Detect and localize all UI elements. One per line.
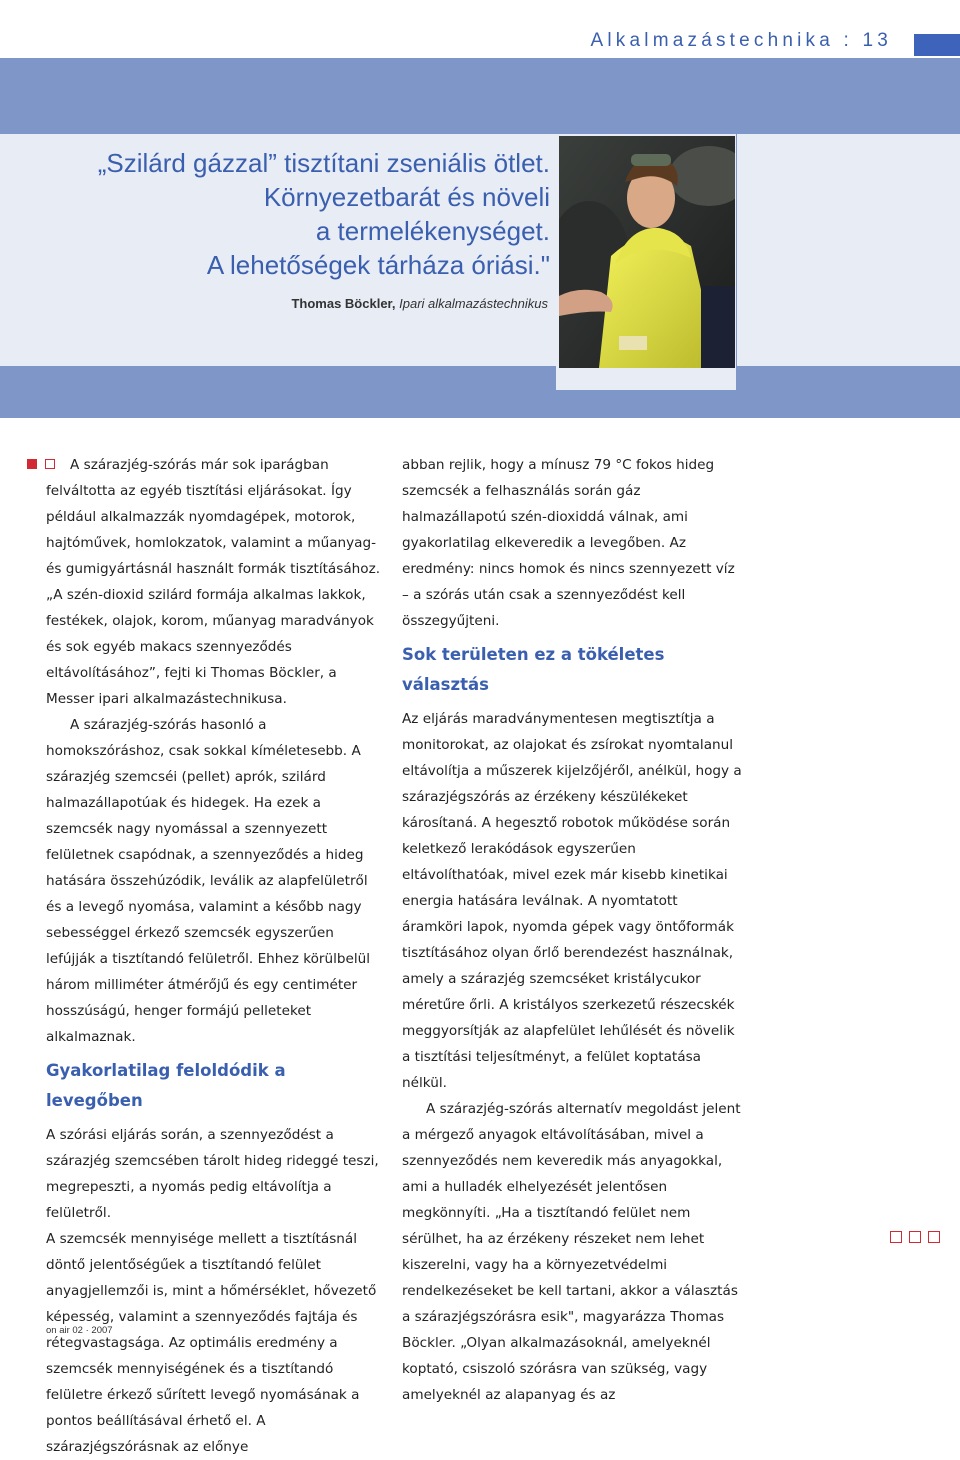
left-column bbox=[46, 452, 386, 1460]
hero-band-bottom bbox=[0, 366, 960, 418]
quote-line: A lehetőségek tárháza óriási." bbox=[206, 250, 550, 280]
paragraph bbox=[46, 452, 386, 712]
hero-band-top bbox=[0, 58, 960, 134]
section-title: Alkalmazástechnika : 13 bbox=[590, 30, 892, 51]
quote-line: Környezetbarát és növeli bbox=[263, 182, 550, 212]
paragraph: A szárazjég-szórás alternatív megoldást jelent a mérgező anyagok eltávolításában, mivel a szennyeződés nem keveredik más anyagokkal, ami a hulladék elhelyezését jelentősen megkönnyíti. „Ha a tisztítandó felület nem sérülhet, ha az érzékeny részeket nem lehet kiszerelni, vagy ha a környezetvédelmi rendelkezéseket be kell tartani, akkor a választás a szárazjégszórásra esik", magyarázza Thomas Böckler. „Olyan alkalmazásoknál, amelyeknél koptató, csiszoló szórásra van szükség, vagy amelyeknél az alapanyag és az bbox=[402, 1101, 741, 1403]
page-footer: on air 02 · 2007 bbox=[46, 1325, 113, 1336]
paragraph: Az eljárás maradványmentesen megtisztítja a monitorokat, az olajokat és zsírokat nyomtalanul eltávolítja a műszerek kijelzőjéről, anélkül, hogy a szárazjégszórás az érzékeny készülékeket károsítaná. A hegesztő robotok működése során keletkező lerakódások egyszerűen eltávolíthatóak, mivel ezek már kisebb kinetikai energia hatására leválnak. A nyomtatott áramköri lapok, nyomda gépek vagy öntőformák tisztításához olyan őrlő berendezést használnak, amely a szárazjég szemcséket kristálycukor méretűre őrli. A kristályos szerkezetű részecskék meggyorsítják az alapfelület lehűlését és növelik a tisztítási teljesítményt, a felület koptatása nélkül. bbox=[402, 711, 742, 1091]
paragraph-text: A szárazjég-szórás már sok iparágban felváltotta az egyéb tisztítási eljárásokat. Így például alkalmazzák nyomdagépek, motorok, hajtóművek, homlokzatok, valamint a műanyag- és gumigyártásnál használt formák tisztításához. „A szén-dioxid szilárd formája alkalmas lakkok, festékek, olajok, korom, műanyag maradványok és sok egyéb makacs szennyeződés eltávolításához”, fejti ki Thomas Böckler, a Messer ipari alkalmazástechnikusa. bbox=[46, 457, 381, 707]
paragraph: abban rejlik, hogy a mínusz 79 °C fokos hideg szemcsék a felhasználás során gáz halmazállapotú szén-dioxiddá válnak, ami gyakorlatilag elkeveredik a levegőben. Az eredmény: nincs homok és nincs szennyezett víz – a szórás után csak a szennyeződést kell összegyűjteni. bbox=[402, 457, 735, 629]
section-heading: Gyakorlatilag feloldódik a levegőben bbox=[46, 1061, 286, 1110]
paragraph: A szórási eljárás során, a szennyeződést a szárazjég szemcsében tárolt hideg rideggé teszi, megrepeszti, a nyomás pedig eltávolítja a felületről. bbox=[46, 1127, 379, 1221]
quote-line: „Szilárd gázzal” tisztítani zseniális ötlet. bbox=[97, 148, 550, 178]
quote-author bbox=[291, 296, 548, 311]
author-role: Ipari alkalmazástechnikus bbox=[399, 296, 548, 311]
author-name: Thomas Böckler, bbox=[291, 296, 396, 311]
right-column bbox=[402, 452, 742, 1408]
pull-quote bbox=[98, 146, 550, 282]
quote-line: a termelékenységet. bbox=[315, 216, 550, 246]
end-box-icon bbox=[909, 1231, 921, 1243]
bullet-marker-filled bbox=[27, 459, 37, 469]
end-box-icon bbox=[928, 1231, 940, 1243]
paragraph: A szárazjég-szórás hasonló a homokszóráshoz, csak sokkal kíméletesebb. A szárazjég szemcséi (pellet) aprók, szilárd halmazállapotúak és hidegek. Ha ezek a szemcsék nagy nyomással a szennyezett felületnek csapódnak, a szennyeződés a hideg hatására összehúzódik, leválik az alapfelületről és a levegő nyomása, valamint a később nagy sebességgel érkező szemcsék egyszerűen lefújják a tisztítandó felületről. Ehhez körülbelül három milliméter átmérőjű és egy centiméter hosszúságú, henger formájú pelleteket alkalmaznak. bbox=[46, 717, 371, 1045]
continuation-marker bbox=[890, 1231, 940, 1243]
end-box-icon bbox=[890, 1231, 902, 1243]
header-accent-block bbox=[914, 34, 960, 56]
paragraph: A szemcsék mennyisége mellett a tisztításnál döntő jelentőségűek a tisztítandó felület anyagjellemzői is, mint a hőmérséklet, hővezető képesség, valamint a szennyeződés fajtája és rétegvastagsága. Az optimális eredmény a szemcsék mennyiségének és a tisztítandó felületre érkező sűrített levegő nyomásának a pontos beállításával érhető el. A szárazjégszórásnak az előnye bbox=[46, 1231, 377, 1455]
section-heading: Sok területen ez a tökéletes választás bbox=[402, 645, 665, 694]
portrait-photo bbox=[559, 136, 735, 368]
